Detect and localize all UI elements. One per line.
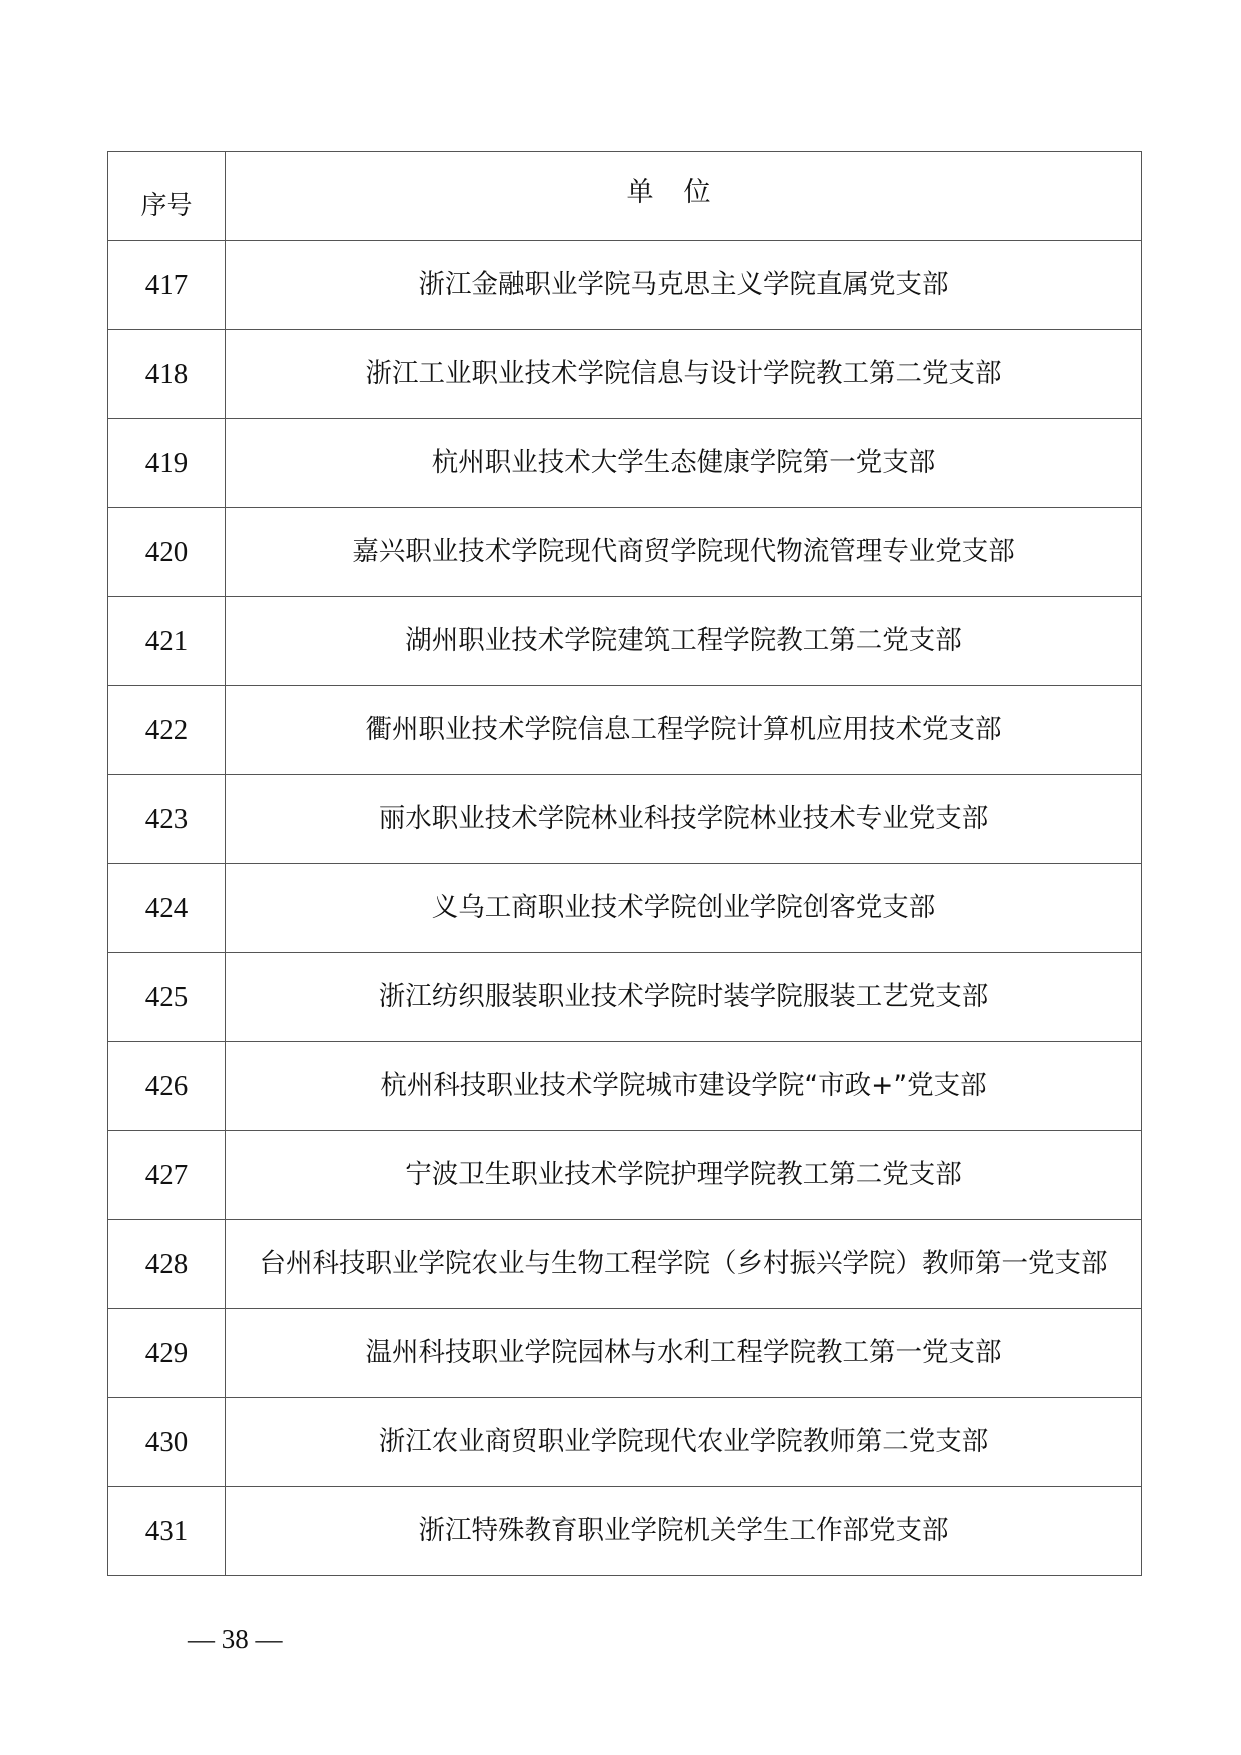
unit-name-cell: 台州科技职业学院农业与生物工程学院（乡村振兴学院）教师第一党支部 <box>226 1220 1142 1309</box>
table-row <box>108 1309 1142 1398</box>
table-row <box>108 508 1142 597</box>
serial-number-cell: 422 <box>108 686 226 775</box>
unit-name-cell: 湖州职业技术学院建筑工程学院教工第二党支部 <box>226 597 1142 686</box>
unit-name-cell: 浙江特殊教育职业学院机关学生工作部党支部 <box>226 1487 1142 1576</box>
unit-name-cell: 浙江金融职业学院马克思主义学院直属党支部 <box>226 241 1142 330</box>
unit-name-cell: 嘉兴职业技术学院现代商贸学院现代物流管理专业党支部 <box>226 508 1142 597</box>
serial-number-cell: 426 <box>108 1042 226 1131</box>
table-row <box>108 953 1142 1042</box>
serial-number-cell: 420 <box>108 508 226 597</box>
table-row <box>108 1042 1142 1131</box>
header-serial-number: 序号 <box>108 152 226 241</box>
serial-number-cell: 419 <box>108 419 226 508</box>
unit-name-cell: 义乌工商职业技术学院创业学院创客党支部 <box>226 864 1142 953</box>
unit-name-cell: 衢州职业技术学院信息工程学院计算机应用技术党支部 <box>226 686 1142 775</box>
table-row <box>108 864 1142 953</box>
unit-list-table <box>107 151 1142 1576</box>
unit-name-cell: 温州科技职业学院园林与水利工程学院教工第一党支部 <box>226 1309 1142 1398</box>
table-row <box>108 686 1142 775</box>
header-unit: 单位 <box>226 152 1142 241</box>
table-row <box>108 241 1142 330</box>
table-row <box>108 1220 1142 1309</box>
serial-number-cell: 427 <box>108 1131 226 1220</box>
unit-name-cell: 丽水职业技术学院林业科技学院林业技术专业党支部 <box>226 775 1142 864</box>
serial-number-cell: 418 <box>108 330 226 419</box>
table-row <box>108 419 1142 508</box>
table-row <box>108 597 1142 686</box>
table-row <box>108 1131 1142 1220</box>
serial-number-cell: 423 <box>108 775 226 864</box>
unit-name-cell: 浙江农业商贸职业学院现代农业学院教师第二党支部 <box>226 1398 1142 1487</box>
page-number: — 38 — <box>188 1624 283 1654</box>
unit-name-cell: 浙江纺织服装职业技术学院时装学院服装工艺党支部 <box>226 953 1142 1042</box>
serial-number-cell: 430 <box>108 1398 226 1487</box>
unit-name-cell: 杭州职业技术大学生态健康学院第一党支部 <box>226 419 1142 508</box>
table-header-row <box>108 152 1142 241</box>
unit-name-cell: 杭州科技职业技术学院城市建设学院“市政+”党支部 <box>226 1042 1142 1131</box>
unit-name-cell: 浙江工业职业技术学院信息与设计学院教工第二党支部 <box>226 330 1142 419</box>
table-row <box>108 775 1142 864</box>
serial-number-cell: 417 <box>108 241 226 330</box>
serial-number-cell: 425 <box>108 953 226 1042</box>
table-row <box>108 1398 1142 1487</box>
serial-number-cell: 421 <box>108 597 226 686</box>
serial-number-cell: 431 <box>108 1487 226 1576</box>
serial-number-cell: 424 <box>108 864 226 953</box>
table-row <box>108 1487 1142 1576</box>
unit-name-cell: 宁波卫生职业技术学院护理学院教工第二党支部 <box>226 1131 1142 1220</box>
serial-number-cell: 429 <box>108 1309 226 1398</box>
serial-number-cell: 428 <box>108 1220 226 1309</box>
table-row <box>108 330 1142 419</box>
